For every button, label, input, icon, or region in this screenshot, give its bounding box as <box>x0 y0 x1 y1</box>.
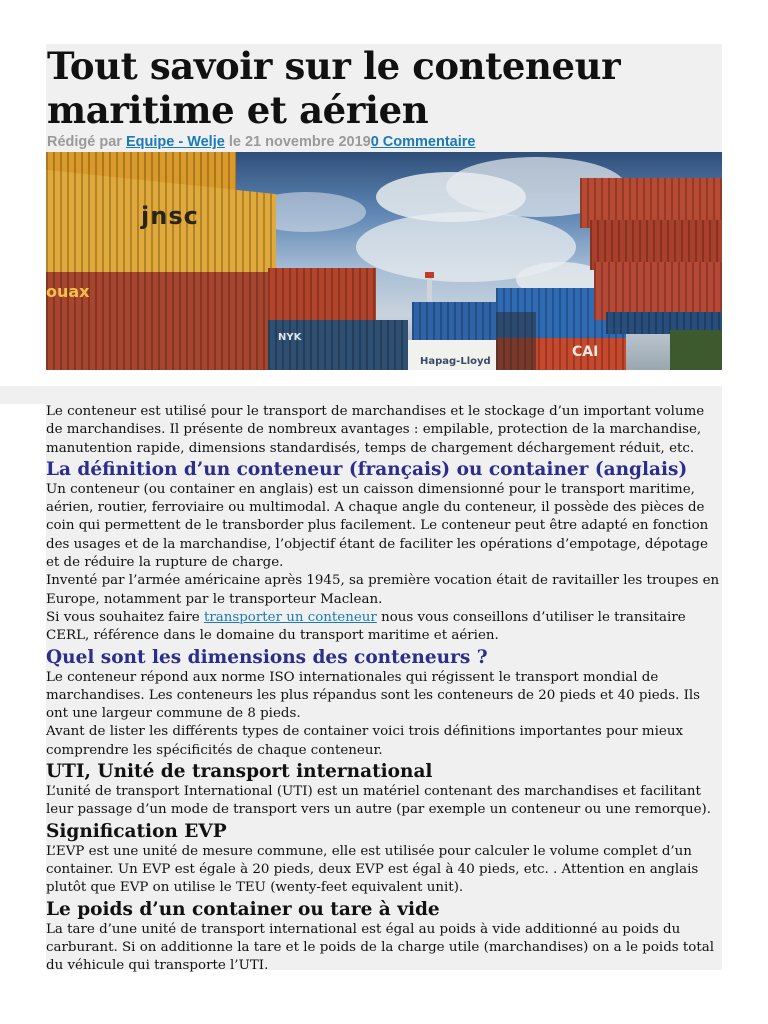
paragraph-text: Si vous souhaitez faire <box>46 609 204 625</box>
paragraph-text: nous vous conseillons d’utiliser le transitaire CERL, référence dans le domaine du transport maritime et aérien. <box>46 609 686 644</box>
container-label-ouax: ouax <box>46 282 90 301</box>
paragraph: L’EVP est une unité de mesure commune, elle est utilisée pour calculer le volume complet d’un container. Un EVP est égale à 20 pieds, deux EVP est égal à 40 pieds, etc. . Attention en anglais plutôt que EVP on utilise le TEU (wenty-feet equivalent unit). <box>46 843 699 896</box>
comments-link[interactable]: 0 Commentaire <box>370 134 476 150</box>
container-label-hapag: Hapag-Lloyd <box>420 356 491 367</box>
container-label-nyk: NYK <box>278 332 302 343</box>
author-link[interactable]: Equipe - Welje <box>125 134 225 150</box>
paragraph: Le conteneur répond aux norme ISO internationales qui régissent le transport mondial de marchandises. Les conteneurs les plus répandus sont les conteneurs de 20 pieds et 40 pieds. Ils ont une largeur commune de 8 pieds. <box>46 669 701 722</box>
section-heading-evp: Signification EVP <box>46 820 227 842</box>
paragraph-with-link <box>46 609 722 646</box>
article-title: Tout savoir sur le conteneur maritime et aérien <box>47 44 621 132</box>
publish-date: le 21 novembre 2019 <box>224 134 371 150</box>
section-heading-uti: UTI, Unité de transport international <box>46 761 433 783</box>
transport-container-link[interactable]: transporter un conteneur <box>203 609 377 625</box>
section-heading-definition: La définition d’un conteneur (français) ou container (anglais) <box>46 458 688 480</box>
byline <box>47 134 475 150</box>
container-label-cai: CAI <box>572 344 599 360</box>
paragraph: Avant de lister les différents types de container voici trois définitions importantes pour mieux comprendre les spécificités de chaque conteneur. <box>46 724 683 758</box>
paragraph: Inventé par l’armée américaine après 1945, sa première vocation était de ravitailler les troupes en Europe, notamment par le transporteur Maclean. <box>46 573 720 607</box>
paragraph: La tare d’une unité de transport international est égal au poids à vide additionné au poids du carburant. Si on additionne la tare et le poids de la charge utile (marchandises) on a le poids total du véhicule qui transporte l’UTI. <box>46 921 714 974</box>
paragraph: Un conteneur (ou container en anglais) est un caisson dimensionné pour le transport maritime, aérien, routier, ferroviaire ou multimodal. A chaque angle du conteneur, il possède des pièces de coin qui permettent de le transborder plus facilement. Le conteneur peut être adapté en fonction des usages et de la marchandise, l’objectif étant de faciliter les opérations d’empotage, dépotage et de réduire la rupture de charge. <box>46 481 709 571</box>
section-heading-dimensions: Quel sont les dimensions des conteneurs ? <box>46 646 488 668</box>
article-body <box>46 403 722 975</box>
hero-image-containers <box>46 152 722 370</box>
byline-prefix: Rédigé par <box>47 134 126 150</box>
container-label-jnsc: jnsc <box>141 202 199 230</box>
paragraph: L’unité de transport International (UTI) est un matériel contenant des marchandises et facilitant leur passage d’un mode de transport vers un autre (par exemple un conteneur ou une remorque). <box>46 784 712 818</box>
section-heading-tare: Le poids d’un container ou tare à vide <box>46 898 440 920</box>
intro-paragraph: Le conteneur est utilisé pour le transport de marchandises et le stockage d’un important volume de marchandises. Il présente de nombreux avantages : empilable, protection de la marchandise, manutention rapide, dimensions standardisés, temps de chargement déchargement réduit, etc. <box>46 404 705 456</box>
